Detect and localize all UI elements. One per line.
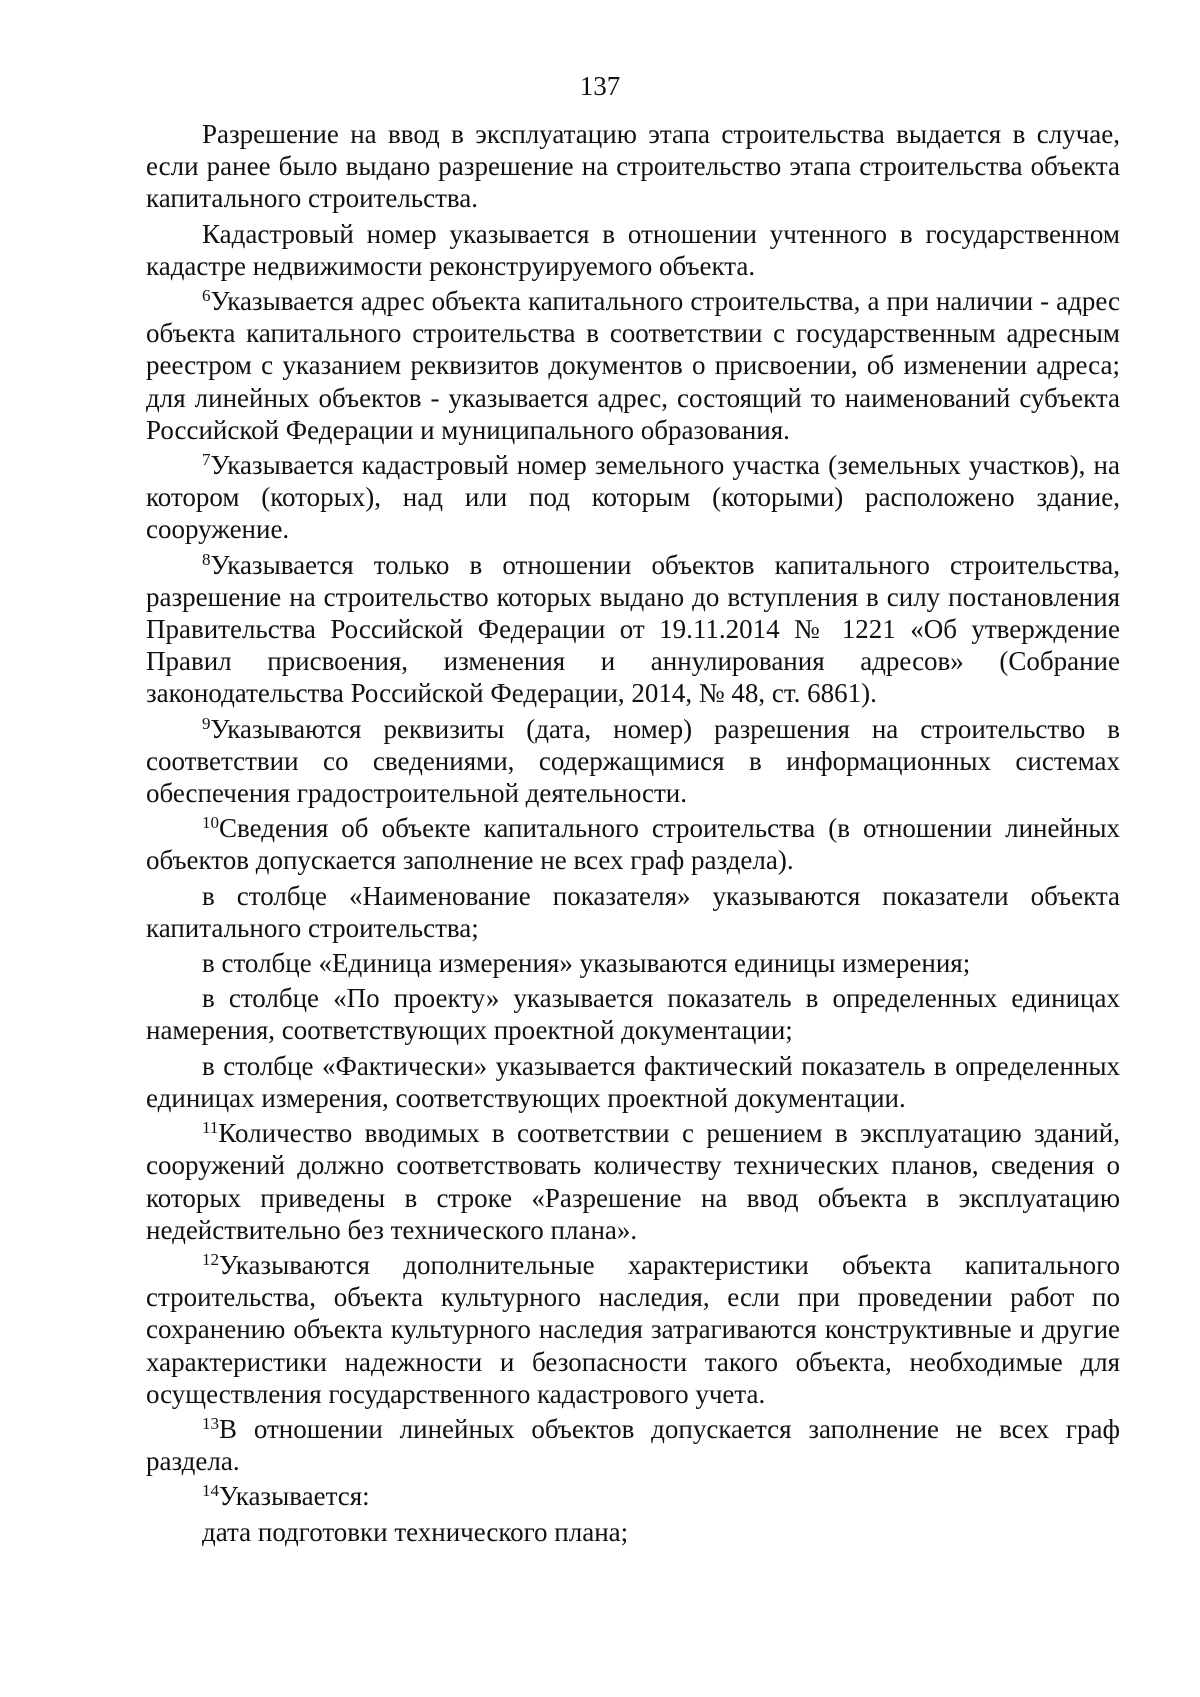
paragraph-text: В отношении линейных объектов допускается заполнение не всех граф раздела.	[146, 1413, 1120, 1477]
footnote-number: 6	[202, 286, 211, 306]
paragraph	[146, 1413, 1120, 1477]
paragraph-text: Указывается только в отношении объектов капитального строительства, разрешение на строительство которых выдано до вступления в силу постановления Правительства Российской Федерации от 19.11.2014 № 1221 «Об утверждение Правил присвоения, изменения и аннулирования адресов» (Собрание законодательства Российской Федерации, 2014, № 48, ст. 6861).	[146, 549, 1120, 709]
paragraph	[146, 982, 1120, 1046]
paragraph	[146, 118, 1120, 215]
paragraph	[146, 285, 1120, 446]
paragraph-text: в столбце «Единица измерения» указываются единицы измерения;	[202, 948, 971, 979]
paragraph-text: Указывается адрес объекта капитального строительства, а при наличии - адрес объекта капитального строительства в соответствии с государственным адресным реестром с указанием реквизитов документов о присвоении, об изменении адреса; для линейных объектов - указывается адрес, состоящий то наименований субъекта Российской Федерации и муниципального образования.	[146, 286, 1120, 445]
paragraph-text: в столбце «Фактически» указывается фактический показатель в определенных единицах измерения, соответствующих проектной документации.	[146, 1050, 1120, 1113]
page-number: 137	[579, 71, 621, 101]
footnote-number: 12	[202, 1249, 219, 1269]
footnote-number: 14	[202, 1481, 219, 1501]
paragraph	[146, 1117, 1120, 1246]
footnote-number: 8	[202, 549, 211, 569]
footnote-number: 9	[202, 713, 211, 733]
paragraph-text: Сведения об объекте капитального строительства (в отношении линейных объектов допускается заполнение не всех граф раздела).	[146, 813, 1120, 876]
footnote-number: 10	[202, 813, 219, 833]
paragraph	[146, 449, 1120, 546]
paragraph	[146, 947, 1120, 979]
paragraph	[146, 713, 1120, 810]
paragraph	[146, 812, 1120, 876]
paragraph	[146, 218, 1120, 282]
paragraph-text: Указывается кадастровый номер земельного участка (земельных участков), на котором (которых), над или под которым (которыми) расположено здание, сооружение.	[146, 450, 1120, 545]
footnote-number: 13	[202, 1413, 219, 1433]
paragraph-text: Кадастровый номер указывается в отношении учтенного в государственном кадастре недвижимости реконструируемого объекта.	[146, 218, 1120, 281]
paragraph	[146, 1249, 1120, 1410]
paragraph-text: в столбце «Наименование показателя» указываются показатели объекта капитального строительства;	[146, 880, 1120, 943]
paragraph	[146, 880, 1120, 944]
paragraph-text: Количество вводимых в соответствии с решением в эксплуатацию зданий, сооружений должно соответствовать количеству технических планов, сведения о которых приведены в строке «Разрешение на ввод объекта в эксплуатацию недействительно без технического плана».	[146, 1118, 1120, 1245]
paragraph	[146, 1050, 1120, 1114]
paragraph	[146, 1516, 1120, 1548]
footnote-number: 11	[202, 1118, 219, 1138]
paragraph-text: Указываются дополнительные характеристики объекта капитального строительства, объекта культурного наследия, если при проведении работ по сохранению объекта культурного наследия затрагиваются конструктивные и другие характеристики надежности и безопасности такого объекта, необходимые для осуществления государственного кадастрового учета.	[146, 1249, 1120, 1409]
footnote-number: 7	[202, 450, 211, 470]
paragraph-text: Разрешение на ввод в эксплуатацию этапа строительства выдается в случае, если ранее было выдано разрешение на строительство этапа строительства объекта капитального строительства.	[146, 119, 1120, 214]
paragraph-text: Указывается:	[219, 1481, 370, 1512]
paragraph	[146, 549, 1120, 710]
paragraph-text: дата подготовки технического плана;	[202, 1516, 629, 1547]
paragraph-text: Указываются реквизиты (дата, номер) разрешения на строительство в соответствии со сведениями, содержащимися в информационных системах обеспечения градостроительной деятельности.	[146, 713, 1120, 809]
paragraph	[146, 1480, 1120, 1512]
document-body	[146, 118, 1120, 1551]
paragraph-text: в столбце «По проекту» указывается показатель в определенных единицах намерения, соответствующих проектной документации;	[146, 983, 1120, 1046]
